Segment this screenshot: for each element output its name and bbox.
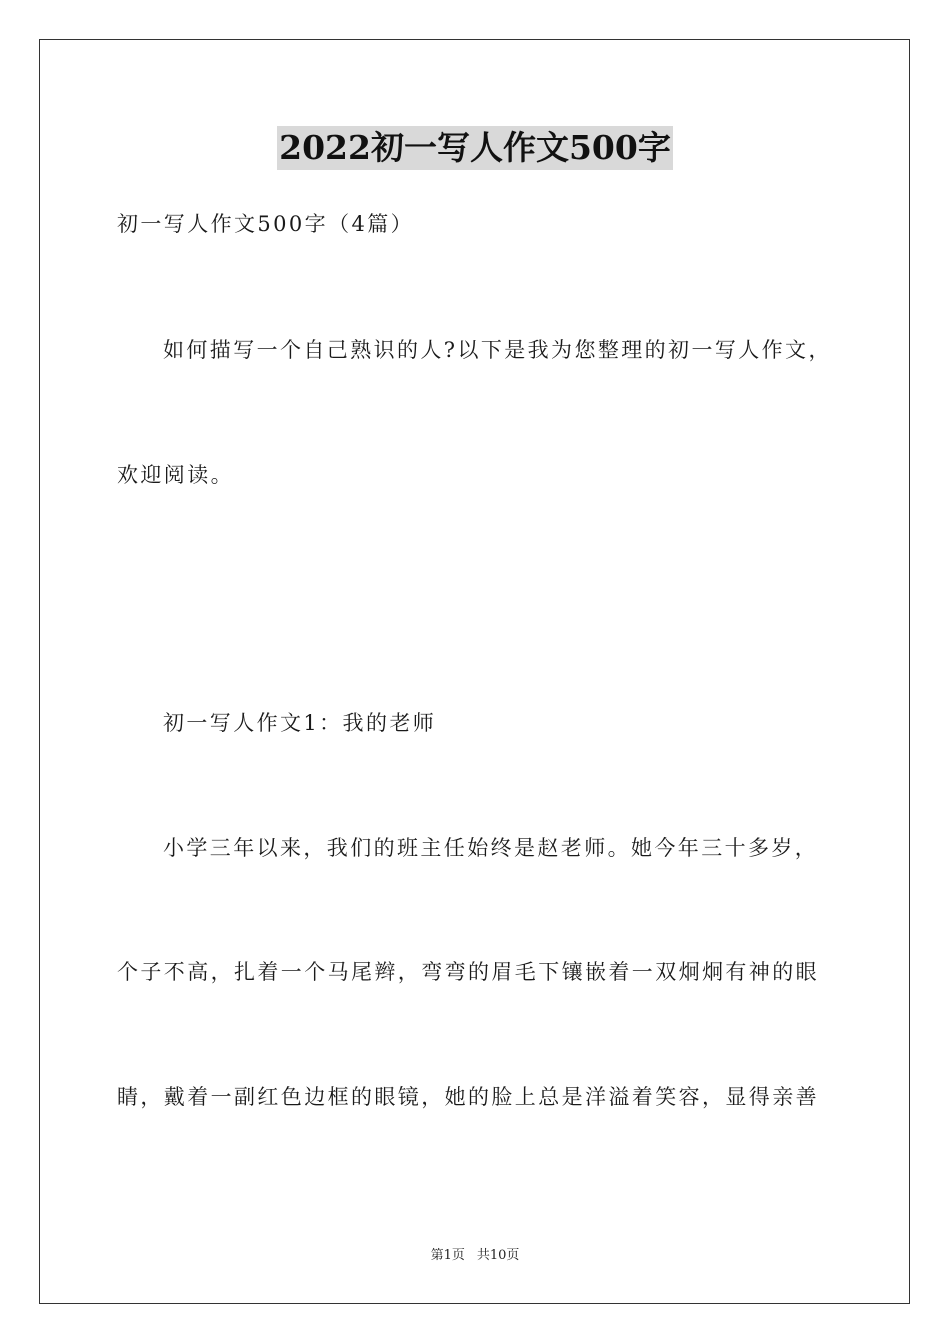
body-paragraph-line-1: 小学三年以来，我们的班主任始终是赵老师。她今年三十多岁，: [163, 836, 819, 860]
body-paragraph-line-3: 睛，戴着一副红色边框的眼镜，她的脸上总是洋溢着笑容，显得亲善: [117, 1085, 819, 1109]
body-paragraph-line-2: 个子不高，扎着一个马尾辫，弯弯的眉毛下镶嵌着一双炯炯有神的眼: [117, 960, 819, 984]
document-title: 2022初一写人作文500字: [277, 126, 673, 170]
document-subtitle: 初一写人作文500字（4篇）: [117, 212, 415, 236]
intro-paragraph-line-1: 如何描写一个自己熟识的人?以下是我为您整理的初一写人作文，: [163, 338, 832, 362]
page-number-total: 共10页: [476, 1248, 520, 1263]
page-footer: [0, 1247, 950, 1265]
section-heading: 初一写人作文1：我的老师: [163, 711, 437, 735]
title-container: [0, 126, 950, 170]
intro-paragraph-line-2: 欢迎阅读。: [117, 463, 234, 487]
page-number-current: 第1页: [430, 1248, 465, 1263]
